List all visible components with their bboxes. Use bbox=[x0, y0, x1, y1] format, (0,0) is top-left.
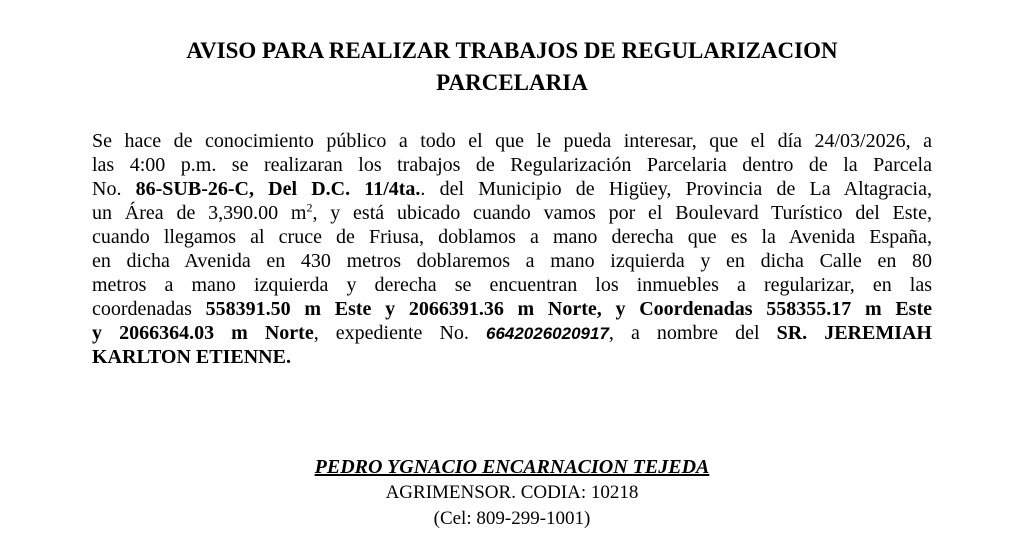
body-text: coordenadas bbox=[92, 298, 206, 320]
body-text: . del Municipio de Higüey, Provincia de La Altagracia, bbox=[420, 178, 932, 200]
body-text: en dicha Avenida en 430 metros doblaremos a mano izquierda y en dicha Calle en 80 bbox=[92, 250, 932, 272]
body-line bbox=[92, 225, 932, 249]
body-text: 86-SUB-26-C, Del D.C. 11/4ta. bbox=[135, 178, 421, 200]
body-text: las 4:00 p.m. se realizaran los trabajos de Regularización Parcelaria dentro de la Parcela bbox=[92, 154, 932, 176]
body-line bbox=[92, 129, 932, 153]
notice-title-line2: PARCELARIA bbox=[436, 70, 588, 95]
surveyor-title: AGRIMENSOR. CODIA: 10218 bbox=[385, 482, 639, 503]
body-line bbox=[92, 321, 932, 345]
body-text: 6642026020917 bbox=[485, 324, 609, 343]
body-line bbox=[92, 273, 932, 297]
notice-title-line1: AVISO PARA REALIZAR TRABAJOS DE REGULARIZACION bbox=[186, 38, 838, 63]
notice-body bbox=[92, 129, 932, 369]
body-line bbox=[92, 201, 932, 225]
body-text: , expediente No. bbox=[313, 322, 486, 344]
body-line bbox=[92, 153, 932, 177]
body-text: , y está ubicado cuando vamos por el Boulevard Turístico del Este, bbox=[312, 202, 932, 224]
body-text: 2 bbox=[306, 200, 313, 215]
body-text: y 2066364.03 m Norte bbox=[92, 322, 314, 344]
body-text: SR. JEREMIAH bbox=[776, 322, 932, 344]
surveyor-phone: (Cel: 809-299-1001) bbox=[433, 508, 591, 529]
body-text: cuando llegamos al cruce de Friusa, doblamos a mano derecha que es la Avenida España, bbox=[92, 226, 932, 248]
body-text: KARLTON ETIENNE. bbox=[92, 346, 291, 368]
body-text: 558391.50 m Este y 2066391.36 m Norte, y Coordenadas 558355.17 m Este bbox=[205, 298, 932, 320]
surveyor-name: PEDRO YGNACIO ENCARNACION TEJEDA bbox=[314, 456, 710, 478]
body-text: metros a mano izquierda y derecha se encuentran los inmuebles a regularizar, en las bbox=[92, 274, 932, 296]
body-line bbox=[92, 297, 932, 321]
body-text: Se hace de conocimiento público a todo el que le pueda interesar, que el día 24/03/2026, a bbox=[92, 130, 932, 152]
body-text: un Área de 3,390.00 m bbox=[92, 202, 307, 224]
body-text: , a nombre del bbox=[608, 322, 777, 344]
body-line bbox=[92, 249, 932, 273]
body-line bbox=[92, 177, 932, 201]
body-line bbox=[92, 345, 932, 369]
body-text: No. bbox=[92, 178, 136, 200]
